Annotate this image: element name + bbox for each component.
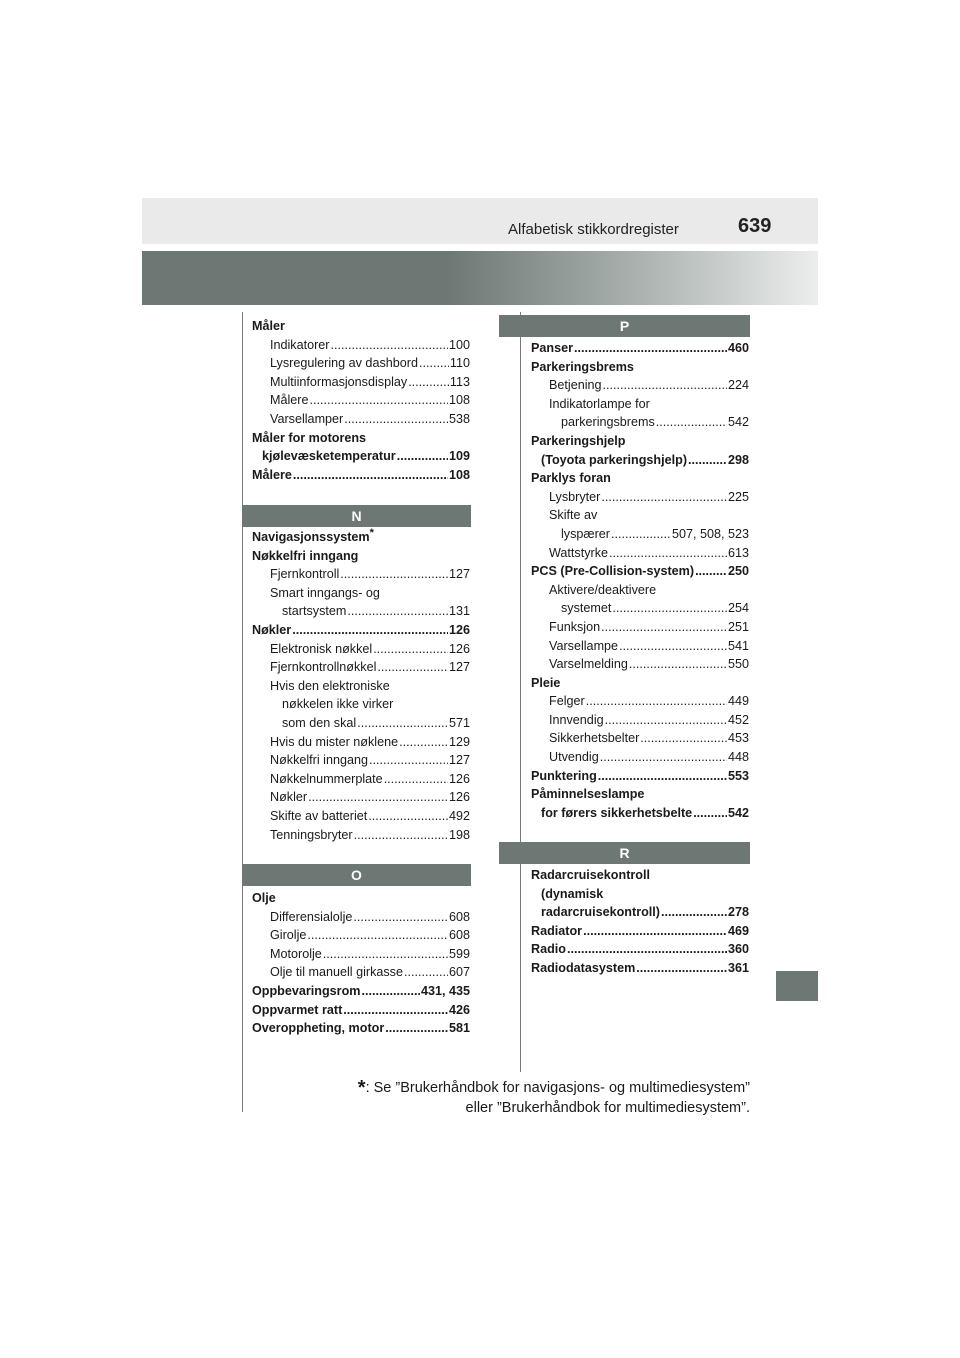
index-entry bbox=[531, 581, 749, 600]
entry-page: 278 bbox=[727, 905, 749, 920]
entry-text: Smart inngangs- og bbox=[270, 585, 380, 600]
dot-leader bbox=[586, 692, 727, 711]
entry-page: 453 bbox=[727, 731, 749, 746]
dot-leader bbox=[340, 565, 448, 584]
index-entry bbox=[531, 599, 749, 618]
entry-page: 100 bbox=[448, 337, 470, 352]
entry-page: 198 bbox=[448, 827, 470, 842]
entry-page: 469 bbox=[727, 923, 749, 938]
entry-page: 608 bbox=[448, 909, 470, 924]
dot-leader bbox=[377, 658, 448, 677]
entry-text: Måler for motorens bbox=[252, 430, 367, 445]
entry-text: Navigasjonssystem bbox=[252, 530, 370, 544]
dot-leader bbox=[609, 544, 727, 563]
index-entry bbox=[252, 714, 470, 733]
section-header-o: O bbox=[242, 864, 471, 886]
index-entry bbox=[252, 466, 470, 485]
dot-leader bbox=[629, 655, 727, 674]
footnote-star: * bbox=[357, 1077, 366, 1099]
entry-page: 254 bbox=[727, 601, 749, 616]
footnote bbox=[330, 1078, 750, 1118]
index-group-r bbox=[531, 866, 749, 978]
entry-text: Olje til manuell girkasse bbox=[270, 965, 403, 980]
entry-page: 361 bbox=[727, 960, 749, 975]
dot-leader bbox=[603, 376, 727, 395]
dot-leader bbox=[292, 621, 448, 640]
index-entry bbox=[252, 317, 470, 336]
entry-page: 599 bbox=[448, 946, 470, 961]
entry-text: Wattstyrke bbox=[549, 545, 609, 560]
entry-text: nøkkelen ikke virker bbox=[282, 697, 394, 712]
index-entry bbox=[531, 866, 749, 885]
header-title: Alfabetisk stikkordregister bbox=[508, 221, 679, 238]
index-entry bbox=[531, 940, 749, 959]
column-divider-line bbox=[520, 312, 521, 1072]
dot-leader bbox=[640, 729, 727, 748]
entry-text: Betjening bbox=[549, 378, 602, 393]
dot-leader bbox=[308, 788, 448, 807]
entry-text: (dynamisk bbox=[541, 886, 604, 901]
index-entry bbox=[252, 826, 470, 845]
entry-page: 542 bbox=[727, 415, 749, 430]
dot-leader bbox=[619, 637, 727, 656]
index-entry bbox=[252, 584, 470, 603]
index-entry bbox=[531, 339, 749, 358]
dot-leader bbox=[695, 562, 727, 581]
index-entry bbox=[252, 602, 470, 621]
entry-text: Differensialolje bbox=[270, 909, 353, 924]
entry-page: 553 bbox=[727, 768, 749, 783]
dot-leader bbox=[368, 807, 448, 826]
decorative-band bbox=[142, 251, 818, 305]
entry-page: 542 bbox=[727, 805, 749, 820]
entry-text: radarcruisekontroll) bbox=[541, 905, 660, 920]
index-entry bbox=[531, 618, 749, 637]
entry-text: Fjernkontrollnøkkel bbox=[270, 660, 377, 675]
entry-text: Målere bbox=[252, 467, 292, 482]
index-entry bbox=[252, 336, 470, 355]
entry-text: Nøkler bbox=[270, 790, 308, 805]
entry-page: 448 bbox=[727, 750, 749, 765]
index-entry bbox=[252, 547, 470, 566]
entry-text: Tenningsbryter bbox=[270, 827, 353, 842]
index-entry bbox=[531, 674, 749, 693]
entry-text: Skifte av batteriet bbox=[270, 808, 368, 823]
index-entry bbox=[531, 358, 749, 377]
index-entry bbox=[252, 982, 470, 1001]
index-entry bbox=[531, 959, 749, 978]
entry-text: Parklys foran bbox=[531, 471, 611, 486]
index-entry bbox=[531, 376, 749, 395]
entry-text: Olje bbox=[252, 891, 276, 905]
entry-text: Hvis den elektroniske bbox=[270, 678, 390, 693]
entry-text: (Toyota parkeringshjelp) bbox=[541, 452, 688, 467]
dot-leader bbox=[600, 748, 727, 767]
index-entry bbox=[252, 391, 470, 410]
index-entry bbox=[531, 469, 749, 488]
index-entry bbox=[531, 413, 749, 432]
dot-leader bbox=[567, 940, 727, 959]
dot-leader bbox=[361, 982, 420, 1001]
page-number: 639 bbox=[738, 215, 772, 237]
entry-text: Påminnelseslampe bbox=[531, 787, 645, 802]
index-entry bbox=[531, 525, 749, 544]
index-entry bbox=[252, 751, 470, 770]
index-entry bbox=[252, 677, 470, 696]
entry-text: Varsellamper bbox=[270, 411, 344, 426]
entry-text: systemet bbox=[561, 601, 612, 616]
index-entry bbox=[531, 804, 749, 823]
index-entry bbox=[252, 733, 470, 752]
section-header-n: N bbox=[242, 505, 471, 527]
index-group-m bbox=[252, 317, 470, 484]
dot-leader bbox=[397, 447, 448, 466]
entry-page: 426 bbox=[448, 1002, 470, 1017]
index-entry bbox=[252, 528, 470, 547]
entry-page: 224 bbox=[727, 378, 749, 393]
entry-text: kjølevæsketemperatur bbox=[262, 449, 396, 464]
entry-page: 298 bbox=[727, 452, 749, 467]
entry-page: 126 bbox=[448, 641, 470, 656]
index-entry bbox=[531, 885, 749, 904]
entry-text: Parkeringshjelp bbox=[531, 433, 626, 448]
entry-text: Nøkkelnummerplate bbox=[270, 771, 383, 786]
dot-leader bbox=[574, 339, 727, 358]
entry-text: Sikkerhetsbelter bbox=[549, 731, 640, 746]
index-entry bbox=[531, 637, 749, 656]
section-header-r: R bbox=[499, 842, 750, 864]
entry-text: Punktering bbox=[531, 768, 597, 783]
entry-page: 541 bbox=[727, 638, 749, 653]
entry-text: Lysbryter bbox=[549, 489, 601, 504]
entry-page: 250 bbox=[727, 564, 749, 579]
dot-leader bbox=[399, 733, 448, 752]
dot-leader bbox=[353, 908, 448, 927]
dot-leader bbox=[636, 959, 727, 978]
entry-text: Hvis du mister nøklene bbox=[270, 734, 399, 749]
index-entry bbox=[252, 640, 470, 659]
dot-leader bbox=[344, 410, 448, 429]
index-entry bbox=[531, 488, 749, 507]
dot-leader bbox=[601, 488, 727, 507]
entry-text: Varsellampe bbox=[549, 638, 619, 653]
entry-page: 492 bbox=[448, 808, 470, 823]
entry-text: Parkeringsbrems bbox=[531, 359, 634, 374]
entry-text: Utvendig bbox=[549, 750, 599, 765]
entry-text: Nøkkelfri inngang bbox=[252, 548, 359, 563]
dot-leader bbox=[688, 451, 727, 470]
entry-text: Felger bbox=[549, 694, 585, 709]
index-entry bbox=[531, 692, 749, 711]
index-entry bbox=[531, 711, 749, 730]
index-entry bbox=[531, 767, 749, 786]
dot-leader bbox=[598, 767, 727, 786]
index-entry bbox=[531, 785, 749, 804]
index-entry bbox=[531, 506, 749, 525]
entry-page: 607 bbox=[448, 965, 470, 980]
index-entry bbox=[252, 621, 470, 640]
entry-text: Nøkler bbox=[252, 622, 292, 637]
entry-page: 251 bbox=[727, 619, 749, 634]
entry-page: 127 bbox=[448, 567, 470, 582]
index-entry bbox=[531, 655, 749, 674]
entry-text: Funksjon bbox=[549, 619, 601, 634]
entry-page: 608 bbox=[448, 928, 470, 943]
index-group-o bbox=[252, 889, 470, 1038]
index-entry bbox=[252, 788, 470, 807]
dot-leader bbox=[385, 1019, 448, 1038]
dot-leader bbox=[293, 466, 448, 485]
entry-page: 127 bbox=[448, 753, 470, 768]
section-header-p: P bbox=[499, 315, 750, 337]
entry-page: 581 bbox=[448, 1021, 470, 1036]
entry-text: Målere bbox=[270, 393, 309, 408]
entry-text: Varselmelding bbox=[549, 657, 628, 672]
dot-leader bbox=[357, 714, 448, 733]
entry-text: Skifte av bbox=[549, 508, 598, 523]
dot-leader bbox=[611, 525, 671, 544]
entry-text: Oppbevaringsrom bbox=[252, 983, 361, 998]
entry-text: for førers sikkerhetsbelte bbox=[541, 805, 693, 820]
entry-page: 452 bbox=[727, 712, 749, 727]
entry-page: 507, 508, 523 bbox=[671, 526, 749, 541]
index-entry bbox=[252, 429, 470, 448]
entry-page: 225 bbox=[727, 489, 749, 504]
index-side-tab bbox=[776, 971, 818, 1001]
entry-text: Innvendig bbox=[549, 712, 604, 727]
entry-text: Radio bbox=[531, 942, 566, 957]
entry-text: Motorolje bbox=[270, 946, 322, 961]
entry-text: som den skal bbox=[282, 715, 357, 730]
dot-leader bbox=[583, 922, 727, 941]
entry-page: 460 bbox=[727, 341, 749, 355]
dot-leader bbox=[307, 926, 448, 945]
entry-page: 449 bbox=[727, 694, 749, 709]
entry-text: Elektronisk nøkkel bbox=[270, 641, 373, 656]
entry-page: 126 bbox=[448, 771, 470, 786]
index-group-p bbox=[531, 339, 749, 822]
entry-text: Måler bbox=[252, 319, 285, 333]
dot-leader bbox=[408, 373, 449, 392]
footnote-line-1: : Se ”Brukerhåndbok for navigasjons- og multimediesystem” bbox=[365, 1080, 750, 1096]
dot-leader bbox=[656, 413, 727, 432]
entry-text: Indikatorer bbox=[270, 337, 330, 352]
entry-text: PCS (Pre-Collision-system) bbox=[531, 564, 695, 579]
entry-text: Radiator bbox=[531, 923, 583, 938]
entry-text: Radiodatasystem bbox=[531, 960, 636, 975]
entry-page: 113 bbox=[449, 374, 470, 389]
entry-text: Multiinformasjonsdisplay bbox=[270, 374, 408, 389]
index-entry bbox=[531, 729, 749, 748]
index-entry bbox=[531, 432, 749, 451]
entry-text: lyspærer bbox=[561, 526, 610, 541]
index-entry bbox=[252, 908, 470, 927]
index-entry bbox=[252, 373, 470, 392]
entry-text: Nøkkelfri inngang bbox=[270, 753, 368, 768]
entry-page: 538 bbox=[448, 411, 470, 426]
index-entry bbox=[531, 922, 749, 941]
entry-text: Lysregulering av dashbord bbox=[270, 356, 418, 371]
index-entry bbox=[252, 945, 470, 964]
entry-text: Overoppheting, motor bbox=[252, 1021, 385, 1036]
dot-leader bbox=[354, 826, 448, 845]
dot-leader bbox=[323, 945, 448, 964]
entry-text: Fjernkontroll bbox=[270, 567, 340, 582]
index-entry bbox=[252, 963, 470, 982]
entry-page: 550 bbox=[727, 657, 749, 672]
dot-leader bbox=[373, 640, 448, 659]
dot-leader bbox=[343, 1001, 448, 1020]
index-entry bbox=[252, 695, 470, 714]
entry-page: 131 bbox=[448, 604, 470, 619]
entry-page: 360 bbox=[727, 942, 749, 957]
entry-text: startsystem bbox=[282, 604, 347, 619]
entry-text: Aktivere/deaktivere bbox=[549, 582, 657, 597]
dot-leader bbox=[347, 602, 448, 621]
entry-page: 108 bbox=[448, 393, 470, 408]
entry-page: 109 bbox=[448, 449, 470, 464]
dot-leader bbox=[612, 599, 727, 618]
entry-text: Panser bbox=[531, 341, 574, 355]
dot-leader bbox=[404, 963, 448, 982]
dot-leader bbox=[693, 804, 727, 823]
entry-page: 613 bbox=[727, 545, 749, 560]
index-entry bbox=[252, 889, 470, 908]
dot-leader bbox=[331, 336, 448, 355]
dot-leader bbox=[661, 903, 727, 922]
index-entry bbox=[252, 926, 470, 945]
entry-page: 127 bbox=[448, 660, 470, 675]
entry-page: 126 bbox=[448, 622, 470, 637]
entry-page: 571 bbox=[448, 715, 470, 730]
dot-leader bbox=[601, 618, 727, 637]
index-entry bbox=[252, 1001, 470, 1020]
index-group-n bbox=[252, 528, 470, 844]
dot-leader bbox=[605, 711, 727, 730]
index-entry bbox=[252, 807, 470, 826]
left-margin-line bbox=[242, 312, 243, 1112]
index-entry bbox=[252, 565, 470, 584]
header-bar bbox=[142, 198, 818, 244]
footnote-marker: * bbox=[369, 527, 374, 539]
footnote-line-2: eller ”Brukerhåndbok for multimediesystem”. bbox=[465, 1100, 750, 1116]
entry-text: parkeringsbrems bbox=[561, 415, 655, 430]
index-entry bbox=[252, 770, 470, 789]
index-entry bbox=[531, 544, 749, 563]
index-entry bbox=[252, 658, 470, 677]
entry-text: Oppvarmet ratt bbox=[252, 1002, 343, 1017]
dot-leader bbox=[369, 751, 448, 770]
entry-page: 108 bbox=[448, 467, 470, 482]
index-entry bbox=[531, 562, 749, 581]
entry-text: Pleie bbox=[531, 675, 561, 690]
index-entry bbox=[252, 410, 470, 429]
entry-text: Radarcruisekontroll bbox=[531, 868, 650, 882]
entry-page: 431, 435 bbox=[420, 983, 470, 998]
dot-leader bbox=[310, 391, 448, 410]
index-entry bbox=[252, 354, 470, 373]
index-entry bbox=[531, 395, 749, 414]
dot-leader bbox=[419, 354, 449, 373]
entry-text: Indikatorlampe for bbox=[549, 396, 650, 411]
index-entry bbox=[531, 451, 749, 470]
index-entry bbox=[252, 447, 470, 466]
entry-page: 110 bbox=[449, 356, 470, 371]
index-entry bbox=[531, 748, 749, 767]
entry-page: 126 bbox=[448, 790, 470, 805]
index-entry bbox=[531, 903, 749, 922]
dot-leader bbox=[384, 770, 448, 789]
entry-page: 129 bbox=[448, 734, 470, 749]
index-entry bbox=[252, 1019, 470, 1038]
entry-text: Girolje bbox=[270, 928, 307, 943]
